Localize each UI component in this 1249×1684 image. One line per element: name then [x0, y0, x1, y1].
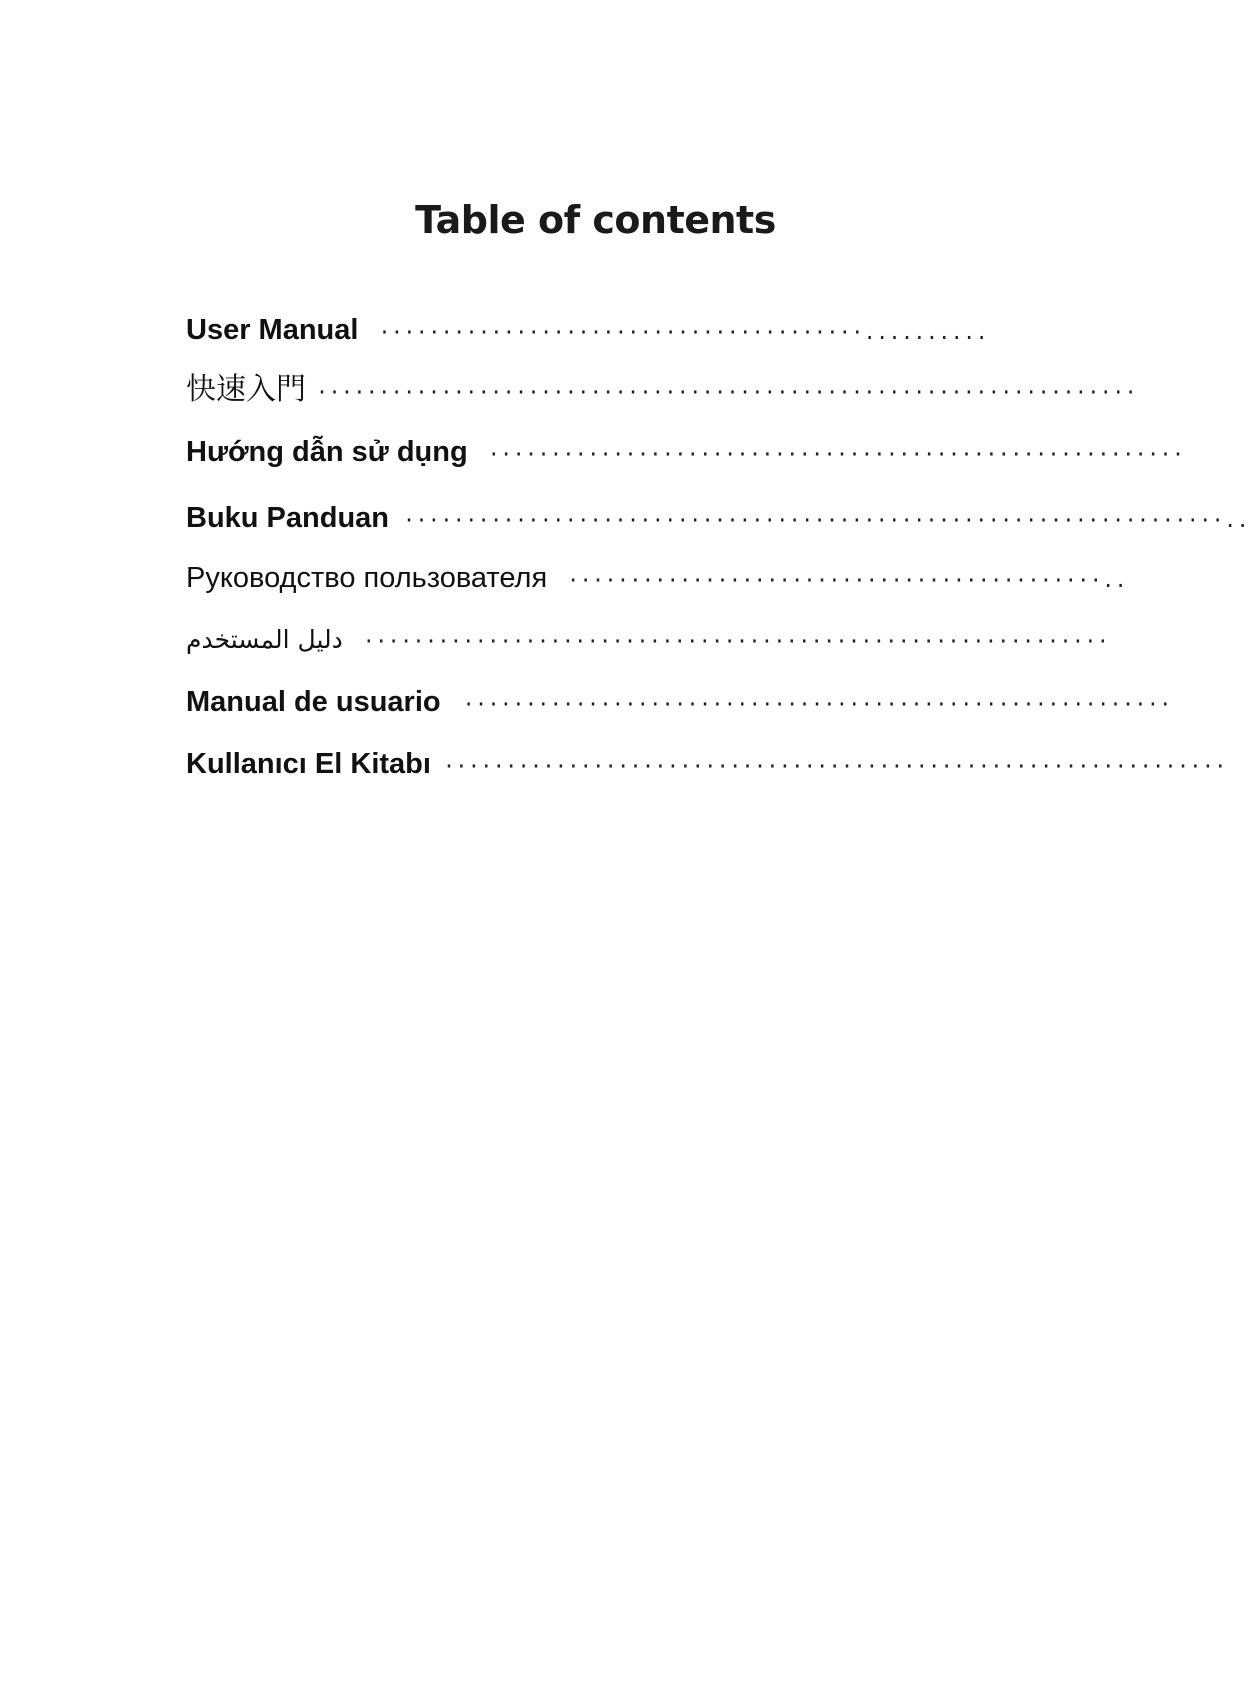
toc-dot-leader: ·······························································	[442, 754, 1227, 778]
toc-entry-spanish[interactable]	[186, 684, 1172, 722]
toc-entry-label: Hướng dẫn sử dụng	[186, 436, 468, 468]
page-title: Table of contents	[415, 198, 776, 242]
toc-entry-russian[interactable]	[186, 560, 1128, 598]
toc-entry-label: User Manual	[186, 314, 359, 346]
toc-dot-leader: ························································	[487, 442, 1185, 466]
toc-entry-label: Kullanıcı El Kitabı	[186, 748, 431, 780]
toc-dot-leader: ··································································	[316, 380, 1138, 404]
toc-entry-label: دليل المستخدم	[186, 625, 343, 654]
toc-entry-label: Руководство пользователя	[186, 562, 548, 594]
toc-entry-user-manual[interactable]	[186, 312, 989, 350]
toc-dot-leader: ··································································..	[403, 508, 1249, 532]
toc-entry-chinese[interactable]	[186, 372, 1138, 410]
toc-entry-turkish[interactable]	[186, 746, 1227, 784]
toc-entry-label: Manual de usuario	[186, 686, 441, 718]
toc-dot-leader: ·························································	[462, 692, 1172, 716]
toc-entry-label: 快速入門	[186, 372, 306, 407]
toc-entry-vietnamese[interactable]	[186, 434, 1185, 472]
toc-dot-leader: ····························································	[362, 629, 1110, 653]
toc-dot-leader: ···········································..	[567, 568, 1128, 592]
toc-dot-leader: ·······································..........	[378, 320, 989, 344]
toc-entry-indonesian[interactable]	[186, 500, 1249, 538]
toc-entry-arabic[interactable]	[186, 622, 1110, 659]
toc-entry-label: Buku Panduan	[186, 502, 390, 534]
toc-list	[186, 0, 1249, 900]
